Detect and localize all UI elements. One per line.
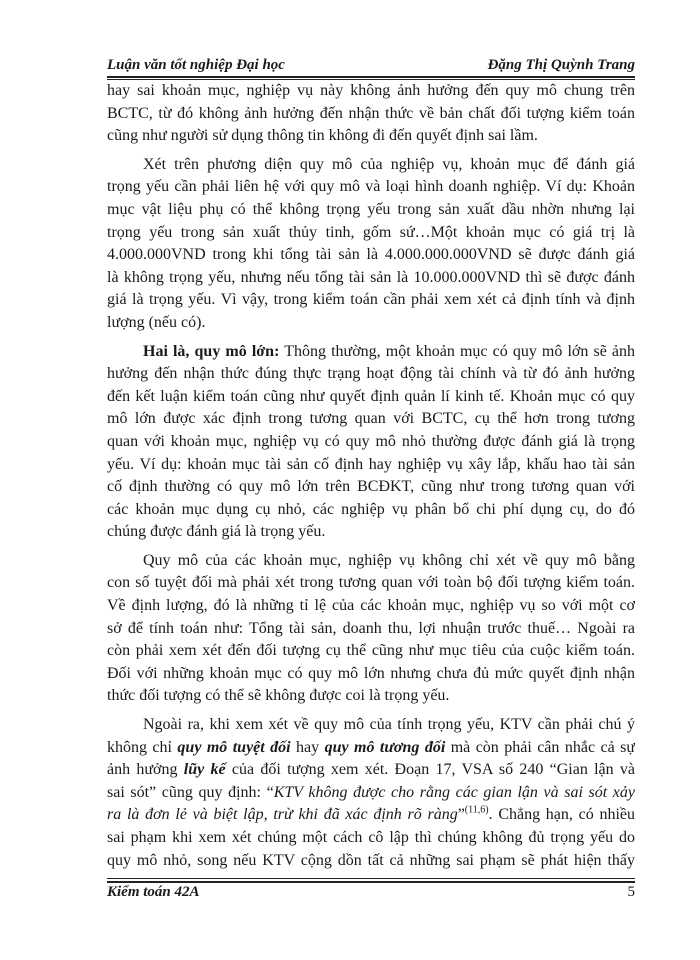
text-line: Về định lượng, đó là những tỉ lệ của các khoản mục, nghiệp vụ so với một cơ (107, 597, 635, 615)
text-line: đến kết luận kiểm toán cũng như quyết định quản lí kinh tế. Khoản mục có quy (107, 387, 635, 405)
text-line: cũng như người sử dụng thông tin không đi đến quyết định sai lầm. (107, 127, 538, 145)
quote-italic: KTV không được cho rằng các gian lận và sai sót xảy (273, 783, 635, 801)
text-span: mà còn phải cân nhắc cả sự (445, 738, 635, 756)
text-line: giá là trọng yếu. Vì vậy, trong kiểm toán cần phải xem xét cả định tính và định (107, 291, 635, 309)
text-line: còn phải xem xét đến đối tượng cụ thể cũng như mục tiêu của cuộc kiểm toán. (107, 642, 635, 660)
text-span: ” (457, 806, 465, 824)
text-line: hay sai khoản mục, nghiệp vụ này không ảnh hưởng đến quy mô chung trên (107, 82, 635, 99)
text-line: trọng yếu cần phải liên hệ với quy mô và loại hình doanh nghiệp. Ví dụ: Khoản (107, 178, 635, 196)
text-span: Thông thường, một khoản mục có quy mô lớn sẽ ảnh (279, 342, 635, 360)
text-line: là không trọng yếu, nhưng nếu tổng tài sản là 10.000.000VND thì sẽ được đánh (107, 268, 635, 286)
text-line: yếu. Ví dụ: khoản mục tài sản cố định hay nghiệp vụ xây lắp, khấu hao tài sản (107, 455, 635, 473)
emphasis-cumulative: lũy kế (183, 761, 226, 779)
text-span: không chỉ (107, 738, 178, 756)
citation-superscript: (11,6) (464, 805, 489, 817)
text-line: chúng được đánh giá là trọng yếu. (107, 523, 326, 541)
footer-rule-thick (107, 881, 635, 883)
emphasis-absolute-scale: quy mô tuyệt đối (177, 738, 291, 756)
text-line: mô lớn được xác định trong tương quan với BCTC, cụ thể hơn trong tương (107, 410, 635, 428)
header-thesis-title: Luận văn tốt nghiệp Đại học (107, 57, 285, 73)
text-span: của đối tượng xem xét. Đoạn 17, VSA số 240 “Gian lận và (225, 761, 635, 779)
page-header (107, 55, 635, 75)
text-line: Đối với những khoản mục có quy mô lớn nhưng chưa đủ mức quyết định nhận (107, 664, 635, 682)
page-number: 5 (627, 884, 635, 900)
text-line (107, 759, 635, 782)
text-line: quy mô nhỏ, song nếu KTV cộng dồn tất cả những sai phạm sẽ phát hiện thấy (107, 851, 635, 869)
footer-class-label: Kiểm toán 42A (107, 884, 200, 900)
text-line: con số tuyệt đối mà phải xét trong tương quan với toàn bộ đối tượng kiểm toán. (107, 574, 635, 592)
quote-italic: ra là đơn lẻ và biệt lập, trừ khi đã xác định rõ ràng (107, 806, 458, 824)
header-author: Đặng Thị Quỳnh Trang (487, 57, 635, 73)
page-body (107, 80, 635, 872)
text-span: ảnh hưởng (107, 761, 184, 779)
text-line: quan với khoản mục, nghiệp vụ có quy mô nhỏ thường được đánh giá là trọng (107, 432, 635, 450)
bold-lead: Hai là, quy mô lớn: (143, 342, 280, 360)
text-line: các khoản mục dụng cụ nhỏ, các nghiệp vụ phân bổ chi phí dụng cụ, do đó (107, 500, 635, 518)
text-line (107, 737, 635, 760)
text-line: lượng (nếu có). (107, 313, 206, 331)
text-line: BCTC, từ đó không ảnh hưởng đến nhận thức về bản chất đối tượng kiểm toán (107, 104, 635, 122)
footer-rule-thin (107, 878, 635, 879)
text-line: Ngoài ra, khi xem xét về quy mô của tính trọng yếu, KTV cần phải chú ý (143, 716, 635, 734)
text-line (107, 341, 635, 364)
text-line: trọng yếu trong sản xuất thủy tinh, gốm sứ…Một khoản mục có giá trị là (107, 223, 635, 241)
text-span: . Chẳng hạn, có nhiều (488, 806, 635, 824)
text-span: sai sót” cũng quy định: “ (107, 783, 274, 801)
text-line (107, 804, 635, 827)
text-line: 4.000.000VND trong khi tổng tài sản là 4.000.000.000VND sẽ được đánh giá (107, 246, 635, 264)
text-line: hưởng đến nhận thức đúng thực trạng hoạt động tài chính và từ đó ảnh hưởng (107, 365, 635, 383)
text-line: cố định thường có quy mô lớn trên BCĐKT, cũng như trong tương quan với (107, 478, 635, 496)
text-line: Xét trên phương diện quy mô của nghiệp vụ, khoản mục để đánh giá (143, 155, 635, 173)
text-line: thức đối tượng có thể sẽ không được coi là trọng yếu. (107, 687, 450, 705)
text-line: sở để tính toán như: Tổng tài sản, doanh thu, lợi nhuận trước thuế… Ngoài ra (107, 619, 635, 637)
text-line: sai phạm khi xem xét chúng một cách cô lập thì chúng không đủ trọng yếu do (107, 829, 635, 846)
text-line (107, 782, 635, 805)
text-span: hay (290, 738, 325, 756)
header-rule-thick (107, 76, 635, 78)
text-line: mục vật liệu phụ có thể không trọng yếu trong sản xuất dầu nhờn nhưng lại (107, 200, 635, 218)
page-footer (107, 884, 635, 906)
text-line: Quy mô của các khoản mục, nghiệp vụ không chỉ xét về quy mô bằng (143, 551, 635, 569)
emphasis-relative-scale: quy mô tương đối (324, 738, 446, 756)
